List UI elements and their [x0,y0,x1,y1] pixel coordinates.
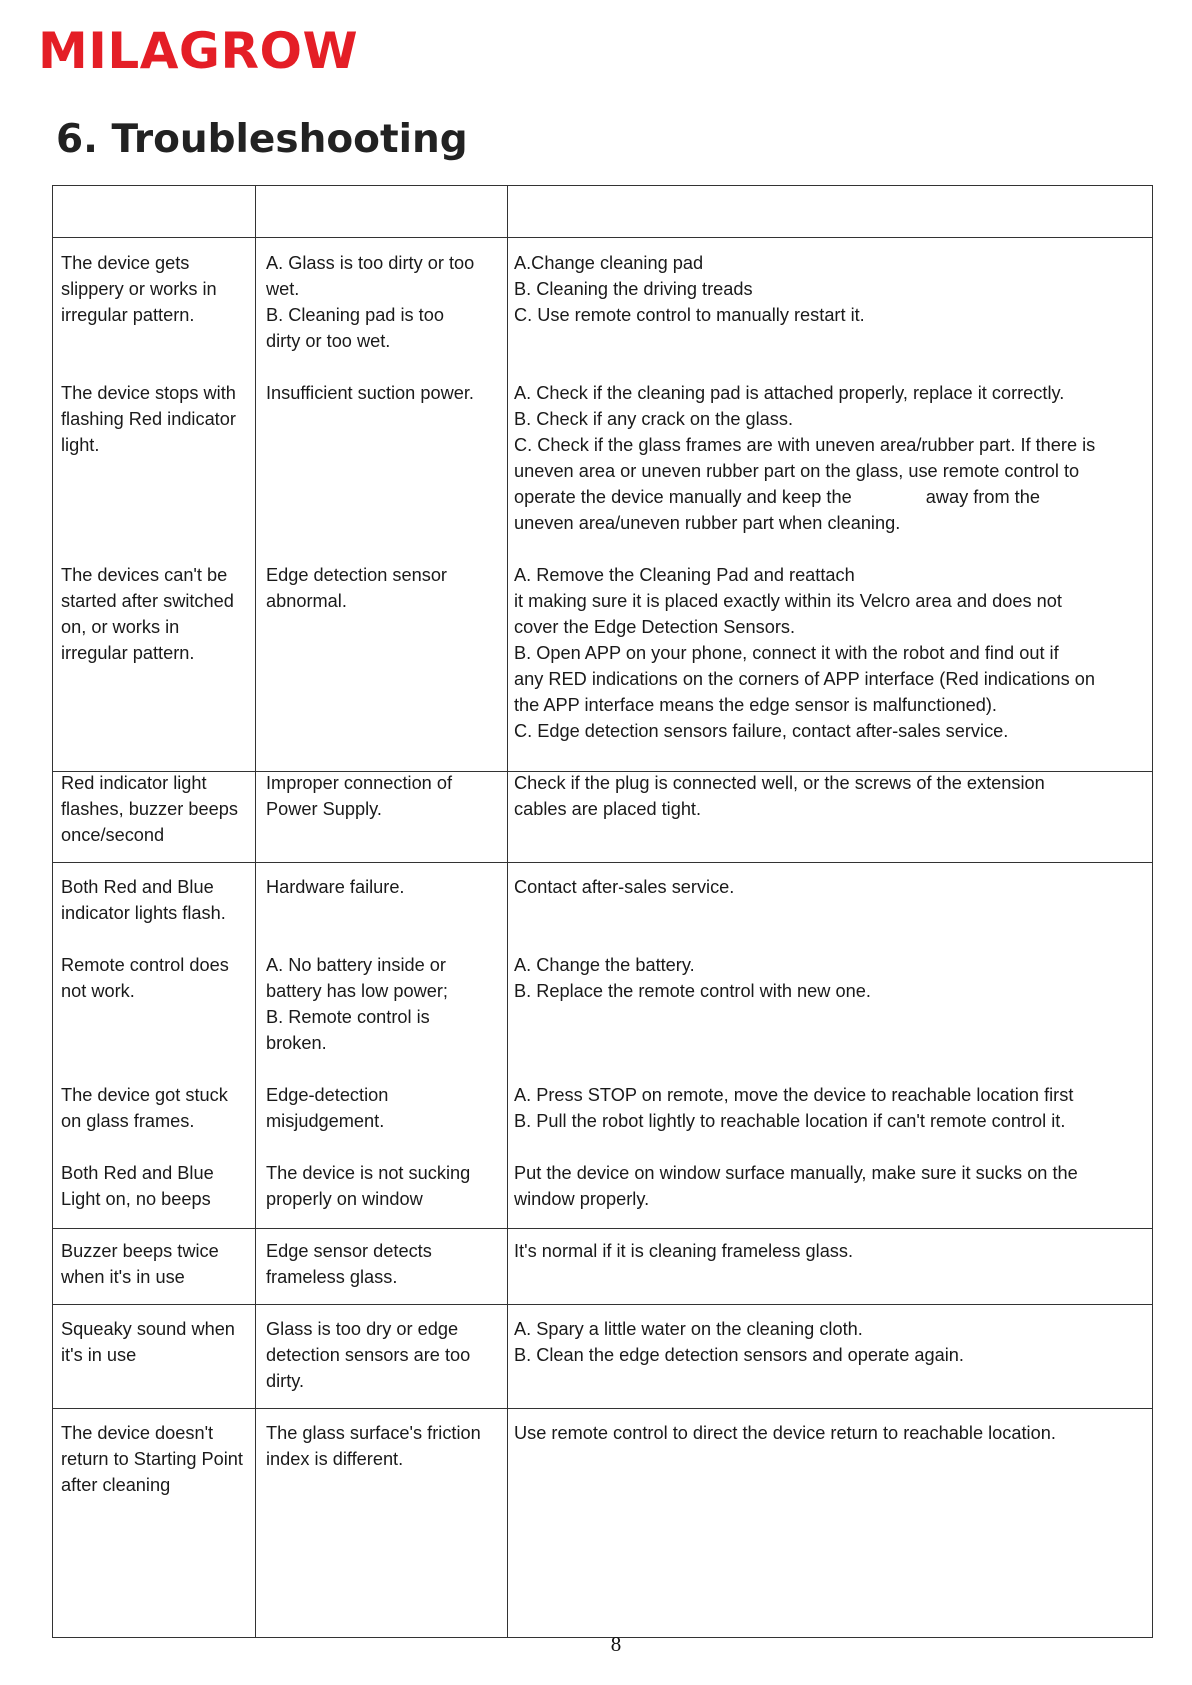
cause-line: Improper connection of [266,773,453,793]
symptom-line: Red indicator light [61,773,207,793]
symptom-line: Remote control does [61,955,229,975]
cause-line: index is different. [266,1449,404,1469]
cause-cell [266,770,511,822]
symptom-line: The device got stuck [61,1085,228,1105]
symptom-line: not work. [61,981,135,1001]
symptom-cell [61,1316,257,1368]
row-divider [53,862,1152,863]
row-divider [53,1408,1152,1409]
solution-line [514,484,1150,510]
cause-line: Edge sensor detects [266,1241,432,1261]
cause-line: battery has low power; [266,981,448,1001]
solution-cell [514,874,1150,900]
solution-line: A. Spary a little water on the cleaning cloth. [514,1319,863,1339]
symptom-line: return to Starting Point [61,1449,243,1469]
solution-cell [514,770,1150,822]
symptom-line: indicator lights flash. [61,903,226,923]
solution-cell [514,1238,1150,1264]
cause-line: Hardware failure. [266,877,405,897]
symptom-cell [61,1420,257,1498]
solution-line: the APP interface means the edge sensor is malfunctioned). [514,695,997,715]
solution-line: Check if the plug is connected well, or the screws of the extension [514,773,1045,793]
solution-line: It's normal if it is cleaning frameless glass. [514,1241,854,1261]
solution-cell [514,250,1150,328]
symptom-line: The device gets [61,253,190,273]
cause-cell [266,1160,511,1212]
solution-line: window properly. [514,1189,650,1209]
symptom-cell [61,380,257,458]
solution-line: it making sure it is placed exactly within its Velcro area and does not [514,591,1062,611]
cause-cell [266,562,511,614]
symptom-line: it's in use [61,1345,137,1365]
cause-line: detection sensors are too [266,1345,471,1365]
symptom-cell [61,250,257,328]
solution-line: A. Check if the cleaning pad is attached properly, replace it correctly. [514,383,1065,403]
solution-line: Put the device on window surface manually, make sure it sucks on the [514,1163,1078,1183]
solution-line: B. Replace the remote control with new one. [514,981,871,1001]
cause-line: Glass is too dry or edge [266,1319,459,1339]
solution-line: B. Pull the robot lightly to reachable location if can't remote control it. [514,1111,1066,1131]
cause-line: dirty or too wet. [266,331,391,351]
solution-line: uneven area or uneven rubber part on the glass, use remote control to [514,461,1080,481]
cause-line: The glass surface's friction [266,1423,481,1443]
solution-cell [514,1082,1150,1134]
symptom-line: on glass frames. [61,1111,195,1131]
solution-line: Use remote control to direct the device return to reachable location. [514,1423,1056,1443]
cause-line: A. Glass is too dirty or too [266,253,475,273]
cause-line: The device is not sucking [266,1163,471,1183]
cause-cell [266,250,511,354]
brand-logo: MILAGROW [38,22,359,80]
solution-line: C. Check if the glass frames are with uneven area/rubber part. If there is [514,435,1096,455]
page-title: 6. Troubleshooting [56,117,468,162]
symptom-cell [61,1160,257,1212]
solution-cell [514,1160,1150,1212]
symptom-line: after cleaning [61,1475,171,1495]
symptom-cell [61,874,257,926]
solution-line: Contact after-sales service. [514,877,735,897]
solution-fragment: operate the device manually and keep the [514,487,852,507]
solution-cell [514,1316,1150,1368]
cause-line: properly on window [266,1189,423,1209]
symptom-line: on, or works in [61,617,180,637]
cause-line: A. No battery inside or [266,955,446,975]
symptom-line: light. [61,435,100,455]
solution-line: A. Remove the Cleaning Pad and reattach [514,565,855,585]
cause-line: frameless glass. [266,1267,398,1287]
solution-cell [514,1420,1150,1446]
row-divider [53,1304,1152,1305]
cause-line: B. Cleaning pad is too [266,305,444,325]
cause-cell [266,1238,511,1290]
symptom-line: when it's in use [61,1267,185,1287]
row-divider [53,1228,1152,1229]
solution-line: A.Change cleaning pad [514,253,704,273]
page-number: 8 [610,1632,622,1656]
cause-line: Edge detection sensor [266,565,447,585]
symptom-line: Buzzer beeps twice [61,1241,219,1261]
symptom-line: The devices can't be [61,565,228,585]
solution-line: C. Use remote control to manually restart it. [514,305,865,325]
symptom-line: flashes, buzzer beeps [61,799,238,819]
symptom-line: started after switched [61,591,234,611]
solution-cell [514,952,1150,1004]
symptom-line: Light on, no beeps [61,1189,211,1209]
symptom-line: once/second [61,825,165,845]
symptom-line: irregular pattern. [61,305,195,325]
solution-line: B. Cleaning the driving treads [514,279,753,299]
cause-cell [266,1082,511,1134]
solution-line: cables are placed tight. [514,799,702,819]
cause-cell [266,1420,511,1472]
symptom-line: Squeaky sound when [61,1319,235,1339]
symptom-cell [61,1082,257,1134]
solution-fragment: away from the [925,487,1040,507]
solution-line: uneven area/uneven rubber part when cleaning. [514,513,901,533]
symptom-cell [61,770,257,848]
cause-line: Edge-detection [266,1085,389,1105]
solution-cell [514,562,1150,744]
cause-cell [266,874,511,900]
cause-line: misjudgement. [266,1111,385,1131]
cause-line: wet. [266,279,300,299]
symptom-cell [61,952,257,1004]
symptom-cell [61,1238,257,1290]
solution-line: B. Clean the edge detection sensors and operate again. [514,1345,964,1365]
symptom-line: Both Red and Blue [61,1163,214,1183]
solution-line: any RED indications on the corners of APP interface (Red indications on [514,669,1095,689]
cause-line: broken. [266,1033,327,1053]
solution-cell [514,380,1150,536]
row-divider [53,237,1152,238]
cause-line: abnormal. [266,591,347,611]
cause-cell [266,1316,511,1394]
symptom-line: flashing Red indicator [61,409,236,429]
symptom-line: The device stops with [61,383,236,403]
symptom-line: slippery or works in [61,279,217,299]
symptom-line: Both Red and Blue [61,877,214,897]
cause-line: Insufficient suction power. [266,383,474,403]
cause-line: dirty. [266,1371,305,1391]
solution-line: cover the Edge Detection Sensors. [514,617,796,637]
solution-line: A. Press STOP on remote, move the device to reachable location first [514,1085,1074,1105]
cause-cell [266,952,511,1056]
cause-line: B. Remote control is [266,1007,430,1027]
troubleshooting-table [52,185,1153,1638]
solution-line: B. Check if any crack on the glass. [514,409,794,429]
cause-cell [266,380,511,406]
cause-line: Power Supply. [266,799,382,819]
solution-line: B. Open APP on your phone, connect it with the robot and find out if [514,643,1059,663]
solution-line: A. Change the battery. [514,955,695,975]
solution-line: C. Edge detection sensors failure, contact after-sales service. [514,721,1009,741]
symptom-line: irregular pattern. [61,643,195,663]
symptom-cell [61,562,257,666]
symptom-line: The device doesn't [61,1423,214,1443]
